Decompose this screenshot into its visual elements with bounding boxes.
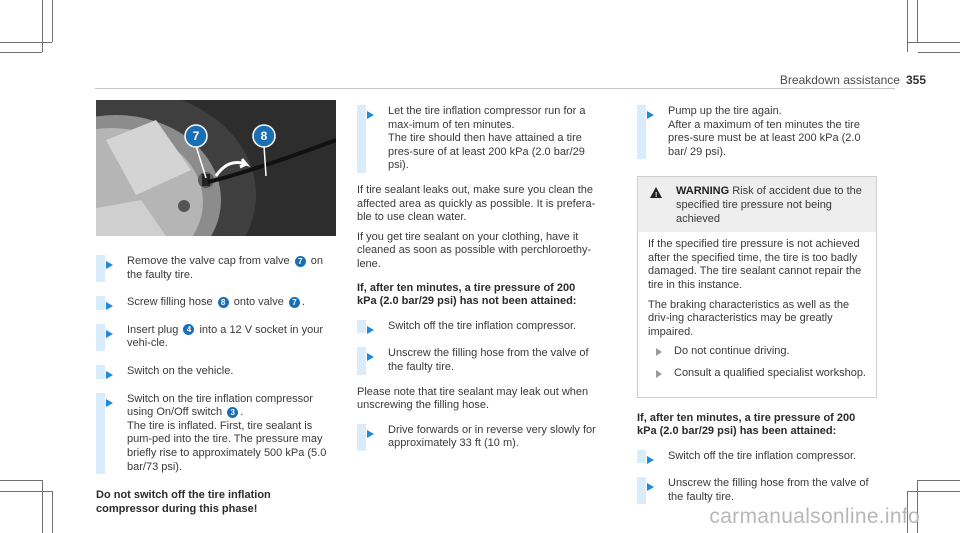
- warning-label: WARNING: [676, 185, 730, 198]
- crop-mark: [52, 491, 53, 533]
- warning-paragraph: If the specified tire pressure is not achieved after the specified time, the tire is too badly damaged. The tire sealant cannot repair the tire in this instance.: [648, 238, 862, 291]
- step-item: [357, 315, 597, 339]
- paragraph: If you get tire sealant on your clothing, have it cleaned as soon as possible with perchloroethy-lene.: [357, 230, 592, 270]
- tire-valve-illustration: [96, 100, 336, 236]
- callout-8-label: 8: [260, 129, 268, 143]
- callout-7-label: 7: [192, 129, 200, 143]
- step-text: Switch off the tire inflation compressor.: [388, 319, 577, 332]
- step-arrow-icon: [367, 430, 374, 438]
- step-item: [357, 419, 597, 456]
- step-text: Switch off the tire inflation compressor.: [668, 449, 857, 462]
- section-heading: If, after ten minutes, a tire pressure of 200 kPa (2.0 bar/29 psi) has not been attained:: [357, 281, 577, 308]
- step-item: [637, 445, 877, 469]
- step-text: Pump up the tire again.: [668, 105, 782, 117]
- page-header: [780, 73, 926, 87]
- warning-icon: [650, 187, 662, 198]
- step-arrow-icon: [106, 302, 113, 310]
- column-2: [357, 100, 597, 460]
- crop-mark: [917, 0, 918, 42]
- callout-number: 3: [227, 407, 238, 418]
- crop-mark: [42, 480, 43, 533]
- step-arrow-icon: [106, 399, 113, 407]
- step-text: Remove the valve cap from valve: [127, 255, 293, 267]
- step-item: [96, 388, 336, 480]
- warning-title: [676, 185, 866, 226]
- page-number: 355: [905, 73, 926, 87]
- step-arrow-icon: [367, 326, 374, 334]
- step-arrow-icon: [106, 371, 113, 379]
- step-text: onto valve: [230, 296, 287, 309]
- crop-mark: [42, 0, 43, 52]
- step-text: Unscrew the filling hose from the valve of the faulty tire.: [388, 347, 589, 373]
- section-title: Breakdown assistance: [779, 73, 900, 87]
- step-arrow-icon: [647, 483, 654, 491]
- section-heading: Do not switch off the tire inflation compressor during this phase!: [96, 489, 271, 515]
- step-arrow-icon: [106, 261, 113, 269]
- callout-number: 4: [183, 324, 194, 335]
- warning-paragraph: The braking characteristics as well as the driv-ing characteristics may be greatly impaired.: [648, 298, 850, 338]
- step-arrow-icon: [367, 353, 374, 361]
- bullet-text: Consult a qualified specialist workshop.: [674, 366, 866, 379]
- header-rule: [95, 88, 895, 89]
- callout-number: 7: [295, 256, 306, 267]
- callout-number: 7: [289, 297, 300, 308]
- step-result-text: After a maximum of ten minutes the tire pres-sure must be at least 200 kPa (2.0 bar/ 29 psi).: [668, 118, 861, 158]
- watermark: carmanualsonline.info: [709, 505, 920, 528]
- step-arrow-icon: [647, 111, 654, 119]
- step-item: [96, 360, 336, 384]
- crop-mark: [52, 0, 53, 42]
- step-arrow-icon: [647, 456, 654, 464]
- warning-symbol: !: [655, 192, 658, 200]
- callout-number: 8: [218, 297, 229, 308]
- crop-mark: [907, 42, 960, 43]
- crop-mark: [918, 480, 960, 481]
- step-text: Screw filling hose: [127, 296, 216, 309]
- warning-box: [637, 176, 877, 397]
- step-text: Switch on the vehicle.: [127, 364, 234, 377]
- step-item: [637, 472, 877, 509]
- step-result-text: The tire is inflated. First, tire sealant is pum-ped into the tire. The pressure may briefly rise to approximately 500 kPa (5.0 bar/73 psi).: [127, 419, 327, 473]
- step-text: Insert plug: [127, 323, 182, 336]
- step-arrow-icon: [367, 111, 374, 119]
- step-arrow-icon: [106, 330, 113, 338]
- warning-bullet: [656, 367, 866, 381]
- paragraph: Please note that tire sealant may leak out when unscrewing the filling hose.: [357, 385, 589, 412]
- bullet-text: Do not continue driving.: [674, 345, 790, 358]
- crop-mark: [0, 52, 42, 53]
- step-text: into a 12 V socket in your vehi-cle.: [127, 323, 323, 350]
- step-text: Switch on the tire inflation compressor using On/Off switch: [127, 392, 313, 419]
- crop-mark: [918, 52, 960, 53]
- warning-bullet: [656, 345, 866, 359]
- paragraph: If tire sealant leaks out, make sure you clean the affected area as quickly as possible. It is prefera-ble to use clean water.: [357, 183, 596, 224]
- section-heading: If, after ten minutes, a tire pressure of 200 kPa (2.0 bar/29 psi) has been attained:: [637, 411, 856, 438]
- step-item: [357, 100, 597, 178]
- column-3: [637, 100, 877, 513]
- step-item: [357, 342, 597, 379]
- step-text: .: [301, 296, 305, 309]
- crop-mark: [907, 0, 908, 52]
- step-text: Drive forwards or in reverse very slowly for approximately 33 ft (10 m).: [388, 423, 596, 450]
- bullet-arrow-icon: [656, 370, 662, 378]
- step-text: .: [240, 406, 244, 419]
- step-item: [96, 291, 336, 315]
- step-text: Unscrew the filling hose from the valve of the faulty tire.: [668, 477, 869, 503]
- step-item: [637, 100, 877, 164]
- warning-title-text: Risk of accident due to the specified tire pressure not being achieved: [676, 185, 862, 225]
- crop-mark: [907, 491, 960, 492]
- crop-mark: [0, 42, 52, 43]
- step-text: Let the tire inflation compressor run for a max-imum of ten minutes.: [388, 105, 586, 131]
- step-text: on the faulty tire.: [127, 255, 323, 281]
- column-1: [96, 100, 336, 522]
- crop-mark: [0, 491, 52, 492]
- step-item: [96, 250, 336, 287]
- step-result-text: The tire should then have attained a tire pres-sure of at least 200 kPa (2.0 bar/29 psi).: [388, 132, 585, 172]
- bullet-arrow-icon: [656, 348, 662, 356]
- crop-mark: [0, 480, 42, 481]
- step-item: [96, 319, 336, 356]
